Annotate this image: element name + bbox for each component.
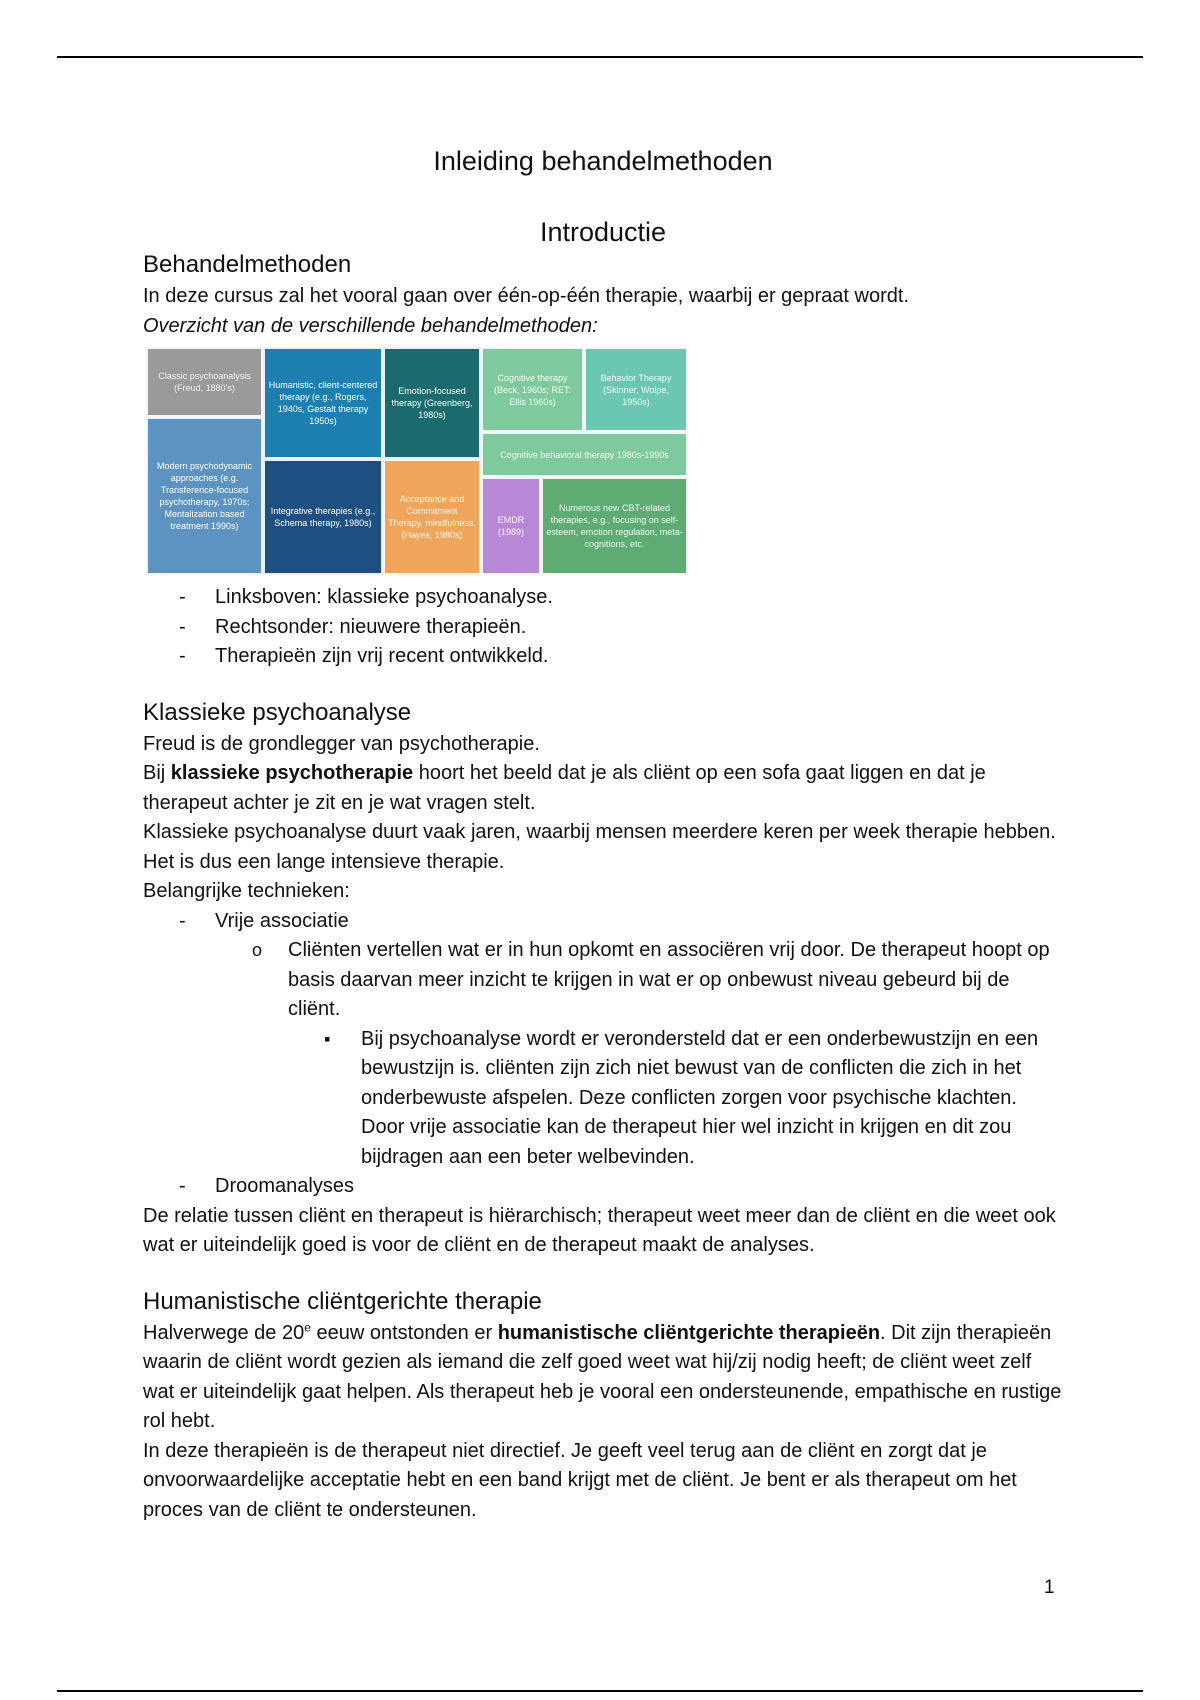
techniques-list-2: [143, 1172, 1063, 1202]
box-emotion-focused: Emotion-focused therapy (Greenberg, 1980s): [383, 347, 481, 459]
heading-humanistische-therapie: Humanistische cliëntgerichte therapie: [143, 1287, 542, 1315]
header-rule: [57, 56, 1143, 58]
paragraph: Freud is de grondlegger van psychotherapie.: [143, 732, 540, 755]
paragraph: Klassieke psychoanalyse duurt vaak jaren, waarbij mensen meerdere keren per week therapie hebben. Het is dus een lange intensieve therapie.: [143, 821, 1056, 873]
box-integrative-therapies: Integrative therapies (e.g., Schema therapy, 1980s): [263, 459, 383, 575]
list-item: ▪ Bij psychoanalyse wordt er verondersteld dat er een onderbewustzijn en een bewustzijn is. cliënten zijn zich niet bewust van de conflicten die zich in het onderbewuste afspelen. Deze conflicten zorgen voor psychische klachten. Door vrije associatie kan de therapeut hier wel inzicht in krijgen en dit zou bijdragen aan een beter welbevinden.: [143, 1025, 1063, 1173]
techniques-list: [143, 907, 1063, 937]
list-item: - Rechtsonder: nieuwere therapieën.: [143, 613, 1063, 643]
box-behavior-therapy: Behavior Therapy (Skinner, Wolpe, 1950s): [584, 347, 688, 432]
intro-paragraph: In deze cursus zal het vooral gaan over één-op-één therapie, waarbij er gepraat wordt.: [143, 285, 910, 307]
overview-label: Overzicht van de verschillende behandelmethoden:: [143, 314, 598, 337]
box-modern-psychodynamic: Modern psychodynamic approaches (e.g. Transference-focused psychotherapy, 1970s; Mentalization based treatment 1990s): [146, 417, 263, 575]
page-number: 1: [1044, 1577, 1055, 1598]
therapy-overview-diagram: [146, 347, 701, 577]
paragraph: Halverwege de 20e eeuw ontstonden er humanistische cliëntgerichte therapieën. Dit zijn therapieën waarin de cliënt wordt gezien als iemand die zelf goed weet wat hij/zij nodig heeft; de cliënt weet zelf wat er uiteindelijk gaat helpen. Als therapeut heb je vooral een ondersteunende, empathische en rustige rol hebt.: [143, 1319, 1062, 1432]
list-item: - Therapieën zijn vrij recent ontwikkeld.: [143, 642, 1063, 672]
paragraph: De relatie tussen cliënt en therapeut is hiërarchisch; therapeut weet meer dan de cliënt en die weet ook wat er uiteindelijk goed is voor de cliënt en de therapeut maakt de analyses.: [143, 1204, 1056, 1256]
heading-behandelmethoden: Behandelmethoden: [143, 251, 352, 278]
paragraph: Bij klassieke psychotherapie hoort het beeld dat je als cliënt op een sofa gaat liggen en dat je therapeut achter je zit en je wat vragen stelt.: [143, 762, 986, 814]
diagram-notes-list: [143, 583, 1063, 672]
box-cognitive-therapy: Cognitive therapy (Beck, 1960s; RET: Ellis 1960s): [481, 347, 584, 432]
box-acceptance-commitment: Acceptance and Commitment Therapy, mindfulness, (Hayes, 1980s): [383, 459, 481, 575]
box-numerous-cbt: Numerous new CBT-related therapies, e.g., focusing on self-esteem, emotion regulation, meta-cognitions, etc.: [541, 477, 688, 575]
list-item: - Vrije associatie: [143, 907, 1063, 937]
box-cognitive-behavioral: Cognitive behavioral therapy 1980s-1990s: [481, 432, 688, 477]
techniques-sublist: [143, 936, 1063, 1025]
box-emdr: EMDR (1989): [481, 477, 541, 575]
document-title: Inleiding behandelmethoden: [433, 146, 773, 176]
list-item: o Cliënten vertellen wat er in hun opkomt en associëren vrij door. De therapeut hoopt op basis daarvan meer inzicht te krijgen in wat er op onbewust niveau gebeurd bij de cliënt.: [143, 936, 1063, 1025]
box-classic-psychoanalysis: Classic psychoanalysis (Freud, 1880's): [146, 347, 263, 417]
heading-klassieke-psychoanalyse: Klassieke psychoanalyse: [143, 698, 412, 726]
footer-rule: [57, 1690, 1143, 1692]
paragraph: Belangrijke technieken:: [143, 880, 350, 902]
list-item: - Linksboven: klassieke psychoanalyse.: [143, 583, 1063, 613]
document-body: [143, 140, 1063, 1525]
section-title: Introductie: [539, 217, 667, 247]
box-humanistic: Humanistic, client-centered therapy (e.g., Rogers, 1940s, Gestalt therapy 1950s): [263, 347, 383, 459]
techniques-subsublist: [143, 1025, 1063, 1173]
paragraph: In deze therapieën is de therapeut niet directief. Je geeft veel terug aan de cliënt en zorgt dat je onvoorwaardelijke acceptatie hebt en een band krijgt met de cliënt. Je bent er als therapeut om het proces van de cliënt te ondersteunen.: [143, 1439, 1017, 1521]
list-item: - Droomanalyses: [143, 1172, 1063, 1202]
